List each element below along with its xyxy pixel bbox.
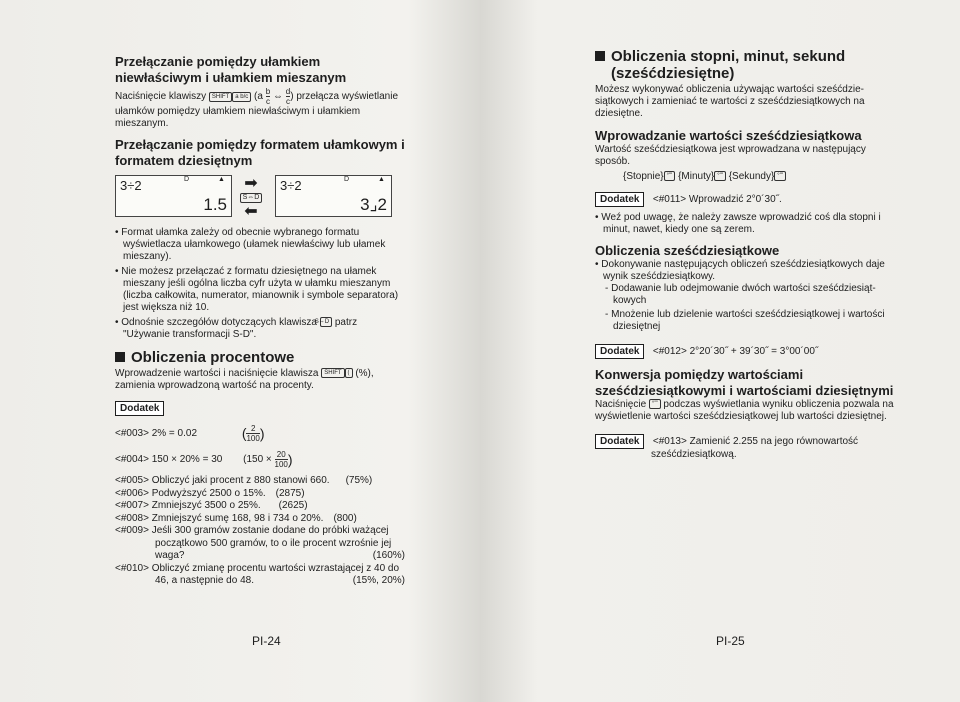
example-005: <#005> Obliczyć jaki procent z 880 stanowi 660. (75%) (115, 475, 373, 486)
fraction-d-c: $\frac{d}{c}$ (285, 87, 291, 106)
example-004: <#004> 150 × 20% = 30 (150 × $\frac{20}{100}$ ) (115, 450, 293, 469)
intro-text: Możesz wykonywać obliczenia używając wartości sześćdzie-siątkowych i zamieniać te wartości z sześćdziesiątkowych na dziesiętne. (595, 84, 865, 119)
dms-key-icon: °'" (664, 171, 676, 181)
dodatek-label: Dodatek (595, 434, 644, 449)
display-expression: 3÷2 (280, 178, 302, 193)
shift-key-icon: SHIFT (209, 92, 232, 102)
heading-improper-mixed: Przełączanie pomiędzy ułamkiem niewłaściwym i ułamkiem mieszanym (115, 54, 347, 85)
example-003: <#003> 2% = 0.02 ( $\frac{2}{100}$ ) (115, 424, 265, 443)
page-number-left: PI-24 (252, 634, 281, 648)
dodatek-label: Dodatek (595, 344, 644, 359)
example-009-line3: waga? (160%) (155, 550, 405, 561)
arrow-left-icon: ⬅ (244, 203, 258, 220)
display-decimal (115, 175, 232, 217)
example-010: <#010> Obliczyć zmianę procentu wartości wzrastającej z 40 do (115, 562, 400, 574)
dms-key-icon: °'" (714, 171, 726, 181)
display-indicator: D (184, 176, 190, 183)
display-illustration (115, 175, 405, 227)
p1-a: a (257, 91, 263, 103)
swap-arrow-icon: ⇔ (272, 91, 283, 103)
heading-fraction-decimal: Przełączanie pomiędzy formatem ułamkowym i formatem dziesiętnym (115, 137, 405, 168)
example-009-line2: początkowo 500 gramów, to o ile procent wzrośnie jej (155, 537, 392, 549)
example-007: <#007> Zmniejszyć 3500 o 25%. (2625) (115, 500, 308, 511)
display-fraction (275, 175, 392, 217)
display-indicator: D (344, 176, 350, 183)
heading-calculations: Obliczenia sześćdziesiątkowe (595, 243, 780, 258)
dms-key-icon: °'" (774, 171, 786, 181)
section-title-percent: Obliczenia procentowe (115, 349, 405, 366)
dodatek-label: Dodatek (115, 401, 164, 416)
sd-key-icon: S⇔D (240, 193, 263, 203)
shift-key-icon: SHIFT (321, 368, 344, 378)
bullet-limit: • Nie możesz przełączać z formatu dziesiętnego na ułamek mieszany jeśli ogólna liczba cyfr użyta w ułamku mieszanym (liczba całkowita, numerator, mianownik i symbole separatora) jest większa niż 10. (115, 266, 399, 313)
section-title-sexagesimal: Obliczenia stopni, minut, sekund (sześćdziesiętne) (595, 48, 895, 82)
note-bullet: • Weź pod uwagę, że należy zawsze wprowadzić coś dla stopni i minut, nawet, kiedy one są zerem. (595, 212, 881, 235)
bullet-format: • Format ułamka zależy od obecnie wybranego formatu wyświetlacza ułamkowego (ułamek niewłaściwy lub ułamek mieszany). (115, 227, 386, 262)
dms-key-icon: °'" (649, 399, 661, 409)
paragraph-improper-mixed: Naciśnięcie klawiszy SHIFT a b/c (a $\frac{b}{c}$ ⇔ $\frac{d}{c}$ ) przełącza wyświetlanie ułamków pomiędzy ułamkiem niewłaściwym i ułamkiem mieszanym. (115, 87, 399, 129)
fraction-key-icon: a b/c (232, 92, 251, 102)
example-009: <#009> Jeśli 300 gramów zostanie dodane do próbki ważącej (115, 525, 389, 536)
conversion-text: Naciśnięcie °'" podczas wyświetlania wyniku obliczenia pozwala na wyświetlenie wartości sześćdziesiątkowej lub wartości dziesiętnej. (595, 399, 894, 422)
arrow-right-icon: ➡ (244, 175, 258, 192)
heading-entering: Wprowadzanie wartości sześćdziesiątkowa (595, 128, 862, 143)
calc-bullet: • Dokonywanie następujących obliczeń sześćdziesiątkowych daje wynik sześćdziesiątkowy. (595, 259, 885, 282)
format-line: {Stopnie} °'" {Minuty} °'" {Sekundy} °'" (595, 171, 895, 183)
display-triangle-icon: ▲ (378, 176, 385, 183)
calc-dash-2: - Mnożenie lub dzielenie wartości sześćdziesiątkowej i wartości dziesiętnej (605, 309, 885, 332)
fraction-b-c: $\frac{b}{c}$ (265, 87, 271, 106)
section-text-percent: Wprowadzenie wartości i naciśnięcie klawisza SHIFT ( (%), zamienia wprowadzoną wartość na procenty. (115, 368, 374, 391)
right-page-content (595, 48, 895, 461)
example-010-line2: 46, a następnie do 48. (15%, 20%) (155, 575, 405, 586)
bullet-sd-key: • Odnośnie szczegółów dotyczących klawisza S⇔D patrz "Używanie transformacji S-D". (115, 317, 358, 340)
dodatek-label: Dodatek (595, 192, 644, 207)
paren-key-icon: ( (345, 368, 353, 378)
calc-dash-1: - Dodawanie lub odejmowanie dwóch wartości sześćdziesiąt-kowych (605, 283, 876, 306)
display-triangle-icon: ▲ (218, 176, 225, 183)
sd-key-icon: S⇔D (320, 317, 332, 327)
example-013: Dodatek <#013> Zamienić 2.255 na jego równowartość sześćdziesiątkową. (595, 431, 895, 461)
p1-text: Naciśnięcie klawiszy (115, 91, 207, 103)
example-006: <#006> Podwyższyć 2500 o 15%. (2875) (115, 487, 305, 499)
left-page-content (115, 54, 405, 588)
p1-post-text: przełącza wyświetlanie ułamków pomiędzy ułamkiem niewłaściwym i ułamkiem mieszanym. (115, 91, 399, 129)
display-value: 1.5 (203, 195, 227, 214)
conversion-arrows (239, 177, 263, 219)
example-012: Dodatek <#012> 2°20´30˝ + 39´30˝ = 3°00´00˝ (595, 341, 895, 359)
example-011: Dodatek <#011> Wprowadzić 2°0´30˝. (595, 189, 895, 207)
display-expression: 3÷2 (120, 178, 142, 193)
example-008: <#008> Zmniejszyć sumę 168, 98 i 734 o 20%. (800) (115, 512, 357, 524)
heading-conversion: Konwersja pomiędzy wartościami sześćdziesiątkowymi i wartościami dziesiętnymi (595, 367, 894, 398)
page-number-right: PI-25 (716, 634, 745, 648)
display-value: 3⌟2 (360, 195, 387, 214)
right-page (480, 0, 960, 702)
entering-text: Wartość sześćdziesiątkowa jest wprowadzana w następujący sposób. (595, 144, 866, 167)
